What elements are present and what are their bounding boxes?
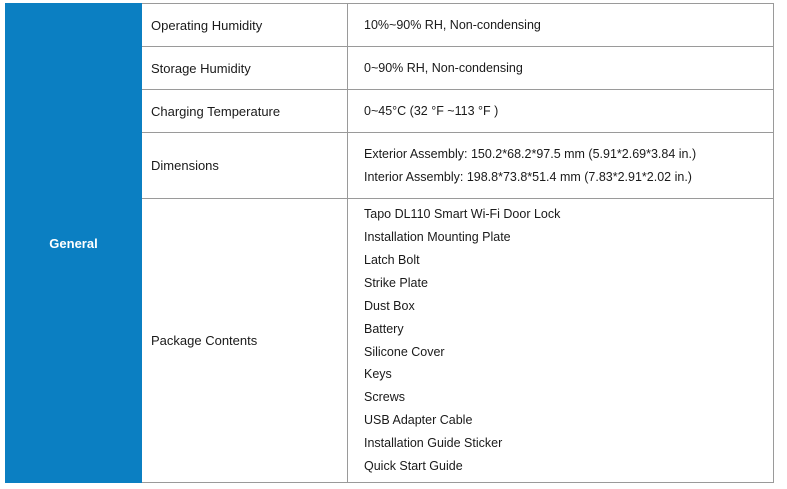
spec-value bbox=[348, 90, 773, 132]
spec-value-line: Latch Bolt bbox=[364, 252, 420, 267]
spec-label: Package Contents bbox=[142, 199, 348, 482]
spec-value-line: 0~45°C (32 °F ~113 °F ) bbox=[364, 104, 499, 118]
spec-rows bbox=[142, 3, 776, 483]
spec-label: Storage Humidity bbox=[142, 47, 348, 89]
spec-value bbox=[348, 133, 773, 198]
spec-row-package-contents bbox=[142, 198, 774, 483]
spec-value-line: 0~90% RH, Non-condensing bbox=[364, 61, 523, 75]
spec-value-line: Tapo DL110 Smart Wi-Fi Door Lock bbox=[364, 207, 561, 222]
spec-row-dimensions bbox=[142, 132, 774, 198]
spec-value bbox=[348, 47, 773, 89]
spec-value-line: Screws bbox=[364, 390, 405, 405]
spec-row-storage-humidity bbox=[142, 46, 774, 89]
spec-value-line: 10%~90% RH, Non-condensing bbox=[364, 18, 541, 32]
spec-value-line: Dust Box bbox=[364, 298, 415, 313]
spec-row-charging-temperature bbox=[142, 89, 774, 132]
spec-value-line: USB Adapter Cable bbox=[364, 413, 473, 428]
spec-value-line: Installation Guide Sticker bbox=[364, 436, 503, 451]
section-label: General bbox=[49, 235, 98, 251]
spec-value-line: Installation Mounting Plate bbox=[364, 229, 511, 244]
spec-row-operating-humidity bbox=[142, 3, 774, 46]
section-header-general bbox=[5, 3, 142, 483]
spec-value-line: Quick Start Guide bbox=[364, 459, 463, 474]
spec-value bbox=[348, 199, 773, 482]
spec-label: Operating Humidity bbox=[142, 4, 348, 46]
spec-value-line: Strike Plate bbox=[364, 275, 428, 290]
spec-value-line: Silicone Cover bbox=[364, 344, 445, 359]
spec-label: Charging Temperature bbox=[142, 90, 348, 132]
spec-value-line: Keys bbox=[364, 367, 392, 382]
spec-value-line: Battery bbox=[364, 321, 404, 336]
spec-value-line: Exterior Assembly: 150.2*68.2*97.5 mm (5.91*2.69*3.84 in.) bbox=[364, 146, 697, 161]
spec-value bbox=[348, 4, 773, 46]
spec-label: Dimensions bbox=[142, 133, 348, 198]
spec-table bbox=[5, 3, 776, 483]
spec-value-line: Interior Assembly: 198.8*73.8*51.4 mm (7.83*2.91*2.02 in.) bbox=[364, 169, 692, 184]
